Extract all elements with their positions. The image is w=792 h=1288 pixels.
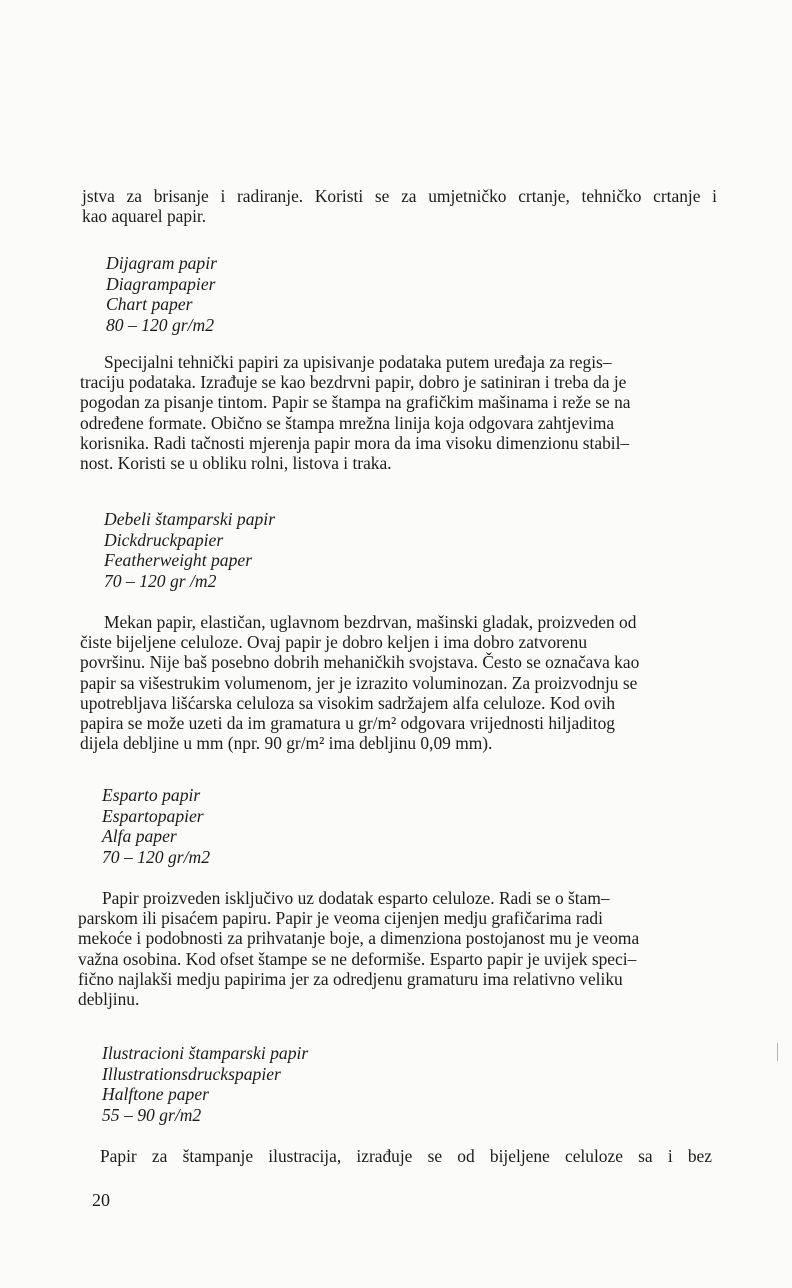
heading-name-local: Debeli štamparski papir — [104, 509, 276, 529]
text-line: jstva za brisanje i radiranje. Koristi se za umjetničko crtanje, tehničko crtanje i — [82, 186, 717, 206]
text-line: nost. Koristi se u obliku rolni, listova i traka. — [80, 453, 392, 474]
heading-name-local: Dijagram papir — [106, 253, 217, 273]
scan-mark — [777, 1043, 778, 1061]
section-heading — [102, 1043, 308, 1125]
text-line: mekoće i podobnosti za prihvatanje boje, a dimenziona postojanost mu je veoma — [78, 928, 640, 949]
text-line: Specijalni tehnički papiri za upisivanje podataka putem uređaja za regis– — [104, 352, 612, 372]
heading-name-english: Featherweight paper — [104, 550, 253, 571]
text-line: određene formate. Obično se štampa mrežna linija koja odgovara zahtjevima — [80, 412, 615, 433]
text-line: čiste bijeljene celuloze. Ovaj papir je dobro keljen i ima dobro zatvorenu — [80, 632, 588, 653]
text-line: parskom ili pisaćem papiru. Papir je veoma cijenjen medju grafičarima radi — [78, 908, 603, 929]
intro-paragraph — [82, 186, 717, 226]
section-body — [80, 612, 714, 753]
text-line: papir sa višestrukim volumenom, jer je izrazito voluminozan. Za proizvodnju se — [80, 672, 638, 693]
heading-name-german: Dickdruckpapier — [104, 529, 224, 550]
page-number: 20 — [92, 1190, 110, 1210]
section-heading — [104, 509, 275, 591]
heading-name-local: Ilustracioni štamparski papir — [102, 1043, 309, 1063]
text-line: korisnika. Radi tačnosti mjerenja papir mora da ima visoku dimenzionu stabil– — [80, 432, 630, 453]
heading-name-german: Espartopapier — [102, 805, 204, 826]
text-line: važna osobina. Kod ofset štampe se ne deformiše. Esparto papir je uvijek speci– — [78, 948, 637, 969]
heading-name-german: Diagrampapier — [106, 273, 216, 294]
heading-name-english: Halftone paper — [102, 1084, 210, 1105]
text-line: Papir proizveden isključivo uz dodatak esparto celuloze. Radi se o štam– — [102, 888, 610, 908]
heading-grammage: 80 – 120 gr/m2 — [106, 314, 215, 335]
text-line: Papir za štampanje ilustracija, izrađuje se od bijeljene celuloze sa i bez — [100, 1146, 712, 1166]
heading-name-english: Alfa paper — [102, 826, 177, 847]
text-line: traciju podataka. Izrađuje se kao bezdrvni papir, dobro je satiniran i treba da je — [80, 372, 627, 393]
heading-grammage: 70 – 120 gr /m2 — [104, 570, 217, 591]
section-body — [100, 1146, 712, 1166]
heading-name-german: Illustrationsdruckspapier — [102, 1063, 281, 1084]
heading-name-local: Esparto papir — [102, 785, 201, 805]
text-line: Mekan papir, elastičan, uglavnom bezdrvan, mašinski gladak, proizveden od — [104, 612, 637, 632]
heading-name-english: Chart paper — [106, 294, 193, 315]
section-heading — [102, 785, 210, 867]
text-line: debljinu. — [78, 989, 140, 1010]
text-line: pogodan za pisanje tintom. Papir se štampa na grafičkim mašinama i reže se na — [80, 392, 631, 413]
section-body — [80, 352, 715, 473]
text-line: fično najlakši medju papirima jer za odredjenu gramaturu ima relativno veliku — [78, 968, 623, 989]
heading-grammage: 55 – 90 gr/m2 — [102, 1104, 202, 1125]
heading-grammage: 70 – 120 gr/m2 — [102, 846, 211, 867]
section-heading — [106, 253, 217, 335]
text-line: papira se može uzeti da im gramatura u gr/m² odgovara vrijednosti hiljaditog — [80, 713, 615, 734]
text-line: površinu. Nije baš posebno dobrih mehaničkih svojstava. Često se označava kao — [80, 652, 640, 673]
text-line: upotrebljava lišćarska celuloza sa visokim sadržajem alfa celuloze. Kod ovih — [80, 692, 616, 713]
section-body — [78, 888, 712, 1009]
text-line: kao aquarel papir. — [82, 206, 207, 227]
text-line: dijela debljine u mm (npr. 90 gr/m² ima debljinu 0,09 mm). — [80, 733, 493, 754]
